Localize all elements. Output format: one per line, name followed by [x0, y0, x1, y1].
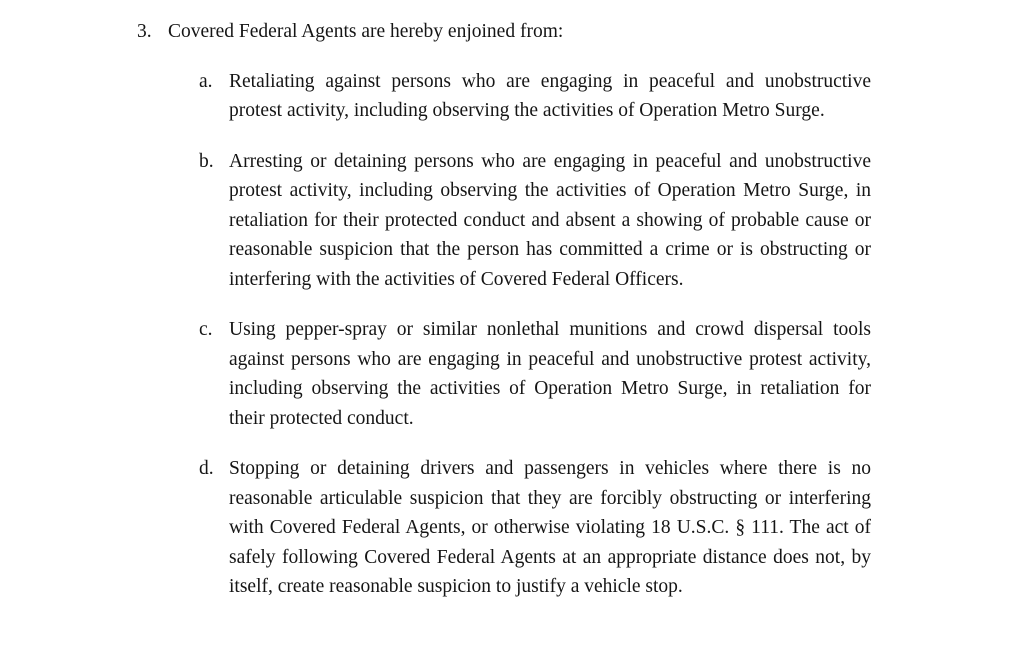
list-item-letter: b.: [199, 150, 214, 172]
list-item-text: Using pepper-spray or similar nonlethal munitions and crowd dispersal tools against persons who are engaging in peaceful and unobstructive protest activity, including observing the activities of Operation Metro Surge, in retaliation for their protected conduct.: [229, 319, 871, 429]
list-item-letter: d.: [199, 458, 214, 479]
section-heading-text: Covered Federal Agents are hereby enjoined from:: [168, 21, 564, 42]
list-item-letter: c.: [199, 319, 213, 340]
list-item-b: [199, 147, 871, 295]
list-item-letter: a.: [199, 70, 213, 92]
list-item-text: Stopping or detaining drivers and passengers in vehicles where there is no reasonable articulable suspicion that they are forcibly obstructing or interfering with Covered Federal Agents, or otherwise violating 18 U.S.C. § 111. The act of safely following Covered Federal Agents at an appropriate distance does not, by itself, create reasonable suspicion to justify a vehicle stop.: [229, 458, 871, 597]
section-heading: [137, 17, 901, 47]
list-item-text: Retaliating against persons who are engaging in peaceful and unobstructive protest activity, including observing the activities of Operation Metro Surge.: [229, 70, 871, 121]
list-item-d: [199, 454, 871, 602]
list-item-c: [199, 315, 871, 433]
section-number: 3.: [137, 21, 152, 42]
list-item-text: Arresting or detaining persons who are engaging in peaceful and unobstructive protest activity, including observing the activities of Operation Metro Surge, in retaliation for their protected conduct and absent a showing of probable cause or reasonable suspicion that the person has committed a crime or is obstructing or interfering with the activities of Covered Federal Officers.: [229, 150, 871, 290]
list-item-a: [199, 67, 871, 126]
